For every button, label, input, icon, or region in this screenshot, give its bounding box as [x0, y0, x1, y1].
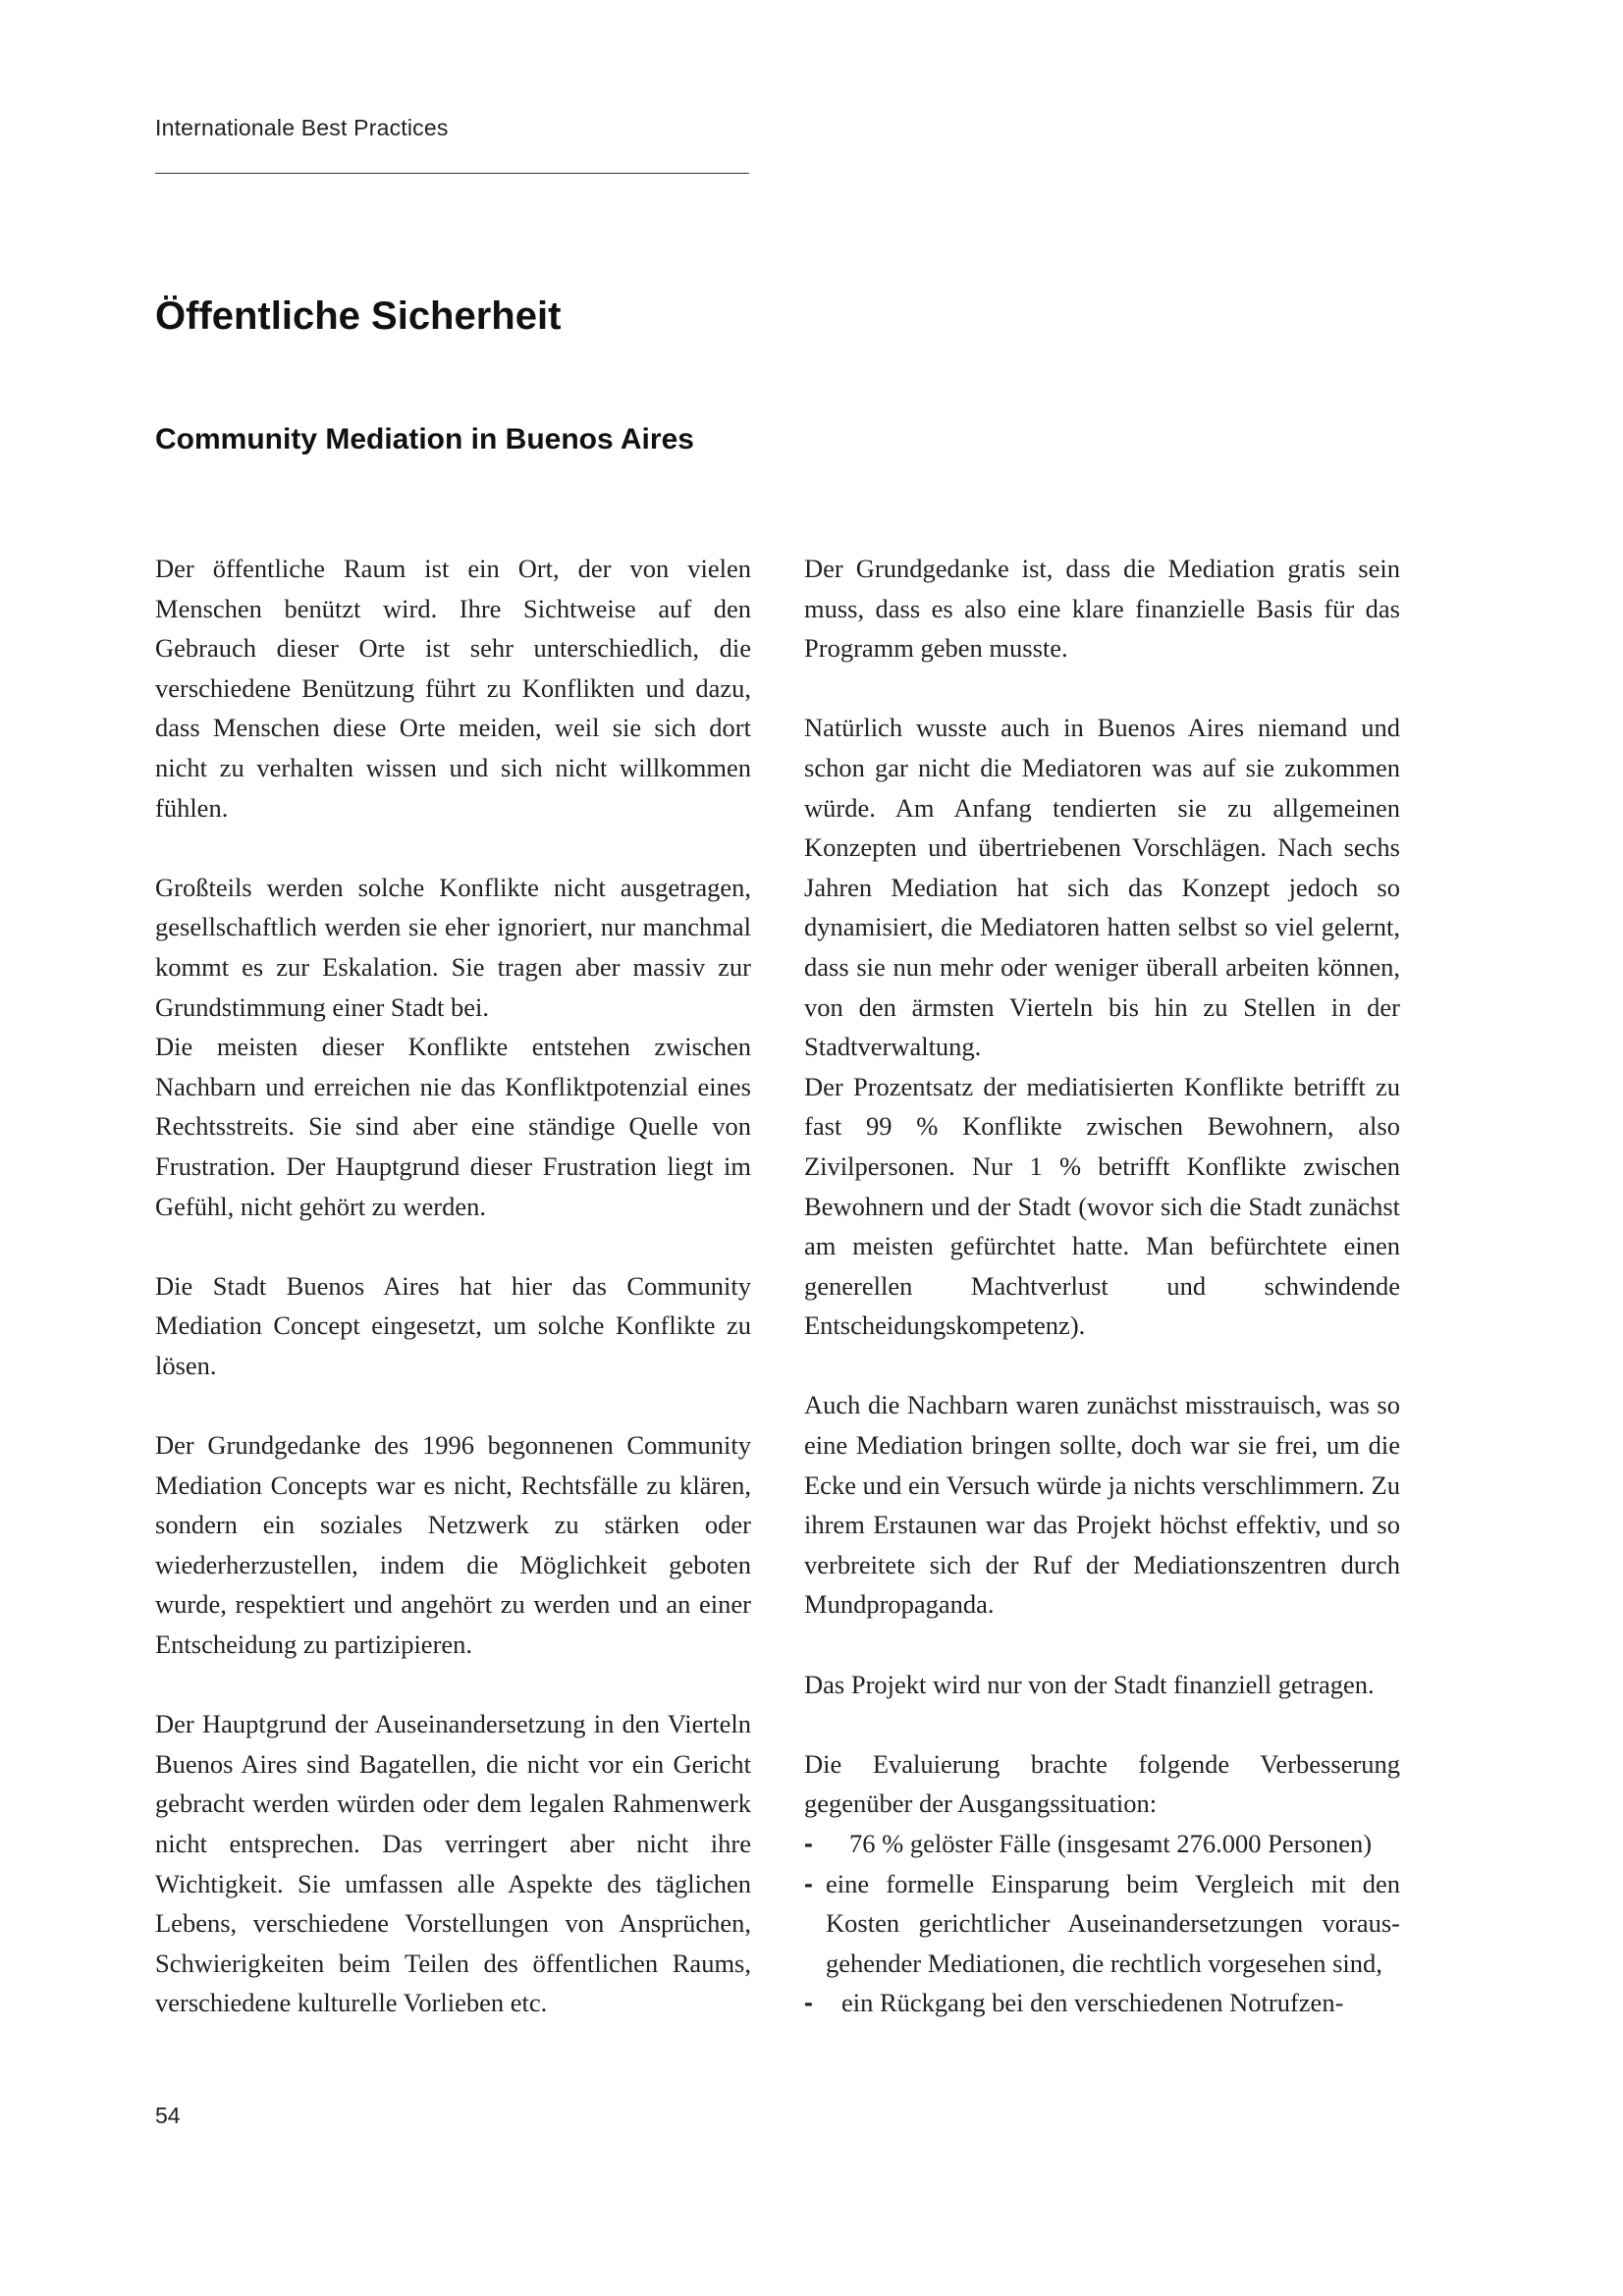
paragraph: Der Hauptgrund der Auseinandersetzung in den Vierteln Buenos Aires sind Bagatellen, die nicht vor ein Gericht gebracht werden würden oder dem legalen Rahmenwerk nicht entsprechen. Das verringert aber nicht ihre Wichtigkeit. Sie umfassen alle Aspekte des täglichen Lebens, verschiedene Vorstellungen von Ansprüchen, Schwierigkeiten beim Teilen des öffentlichen Raums, verschiedene kulturelle Vorlieben etc.: [155, 1709, 751, 2018]
paragraph: Der öffentliche Raum ist ein Ort, der von vielen Menschen benützt wird. Ihre Sichtweise auf den Gebrauch dieser Orte ist sehr unterschiedlich, die verschiedene Benützung führt zu Konflikten und dazu, dass Menschen diese Orte meiden, weil sie sich dort nicht zu verhalten wissen und sich nicht willkommen fühlen.: [155, 554, 751, 823]
paragraph: Natürlich wusste auch in Buenos Aires niemand und schon gar nicht die Mediatoren was auf sie zukommen würde. Am Anfang tendierten sie zu allgemeinen Konzepten und übertriebenen Vorschlägen. Nach sechs Jahren Mediation hat sich das Konzept jedoch so dynamisiert, die Mediatoren hatten selbst so viel gelernt, dass sie nun mehr oder weniger überall arbeiten können, von den ärmsten Vierteln bis hin zu Stellen in der Stadtverwaltung.: [804, 713, 1400, 1062]
paragraph: Die meisten dieser Konflikte entstehen zwischen Nachbarn und erreichen nie das Konfliktpotenzial eines Rechtsstreits. Sie sind aber eine ständige Quelle von Frustration. Der Hauptgrund dieser Frustration liegt im Gefühl, nicht gehört zu werden.: [155, 1032, 751, 1221]
list-item-text: 76 % gelöster Fälle (insgesamt 276.000 Personen): [849, 1829, 1373, 1858]
bullet-list: [804, 1824, 1400, 2023]
paragraph: Der Grundgedanke ist, dass die Mediation gratis sein muss, dass es also eine klare finanzielle Basis für das Programm geben musste.: [804, 554, 1400, 664]
list-item: [804, 1983, 1400, 2023]
list-item-text: eine formelle Einsparung beim Vergleich mit den Kosten gerichtlicher Auseinandersetzungen vorausgehender Mediationen, die rechtlich vorgesehen sind,: [826, 1868, 1400, 1978]
paragraph: Der Prozentsatz der mediatisierten Konflikte betrifft zu fast 99 % Konflikte zwischen Bewohnern, also Zivilpersonen. Nur 1 % betrifft Konflikte zwischen Bewohnern und der Stadt (wovor sich die Stadt zunächst am meisten gefürchtet hatte. Man befürchtete einen generellen Machtverlust und schwindende Entscheidungskompetenz).: [804, 1071, 1400, 1341]
section-title: Community Mediation in Buenos Aires: [155, 423, 694, 455]
dash-marker: -: [804, 1868, 813, 1898]
list-item: [804, 1824, 1400, 1864]
list-item-text: ein Rückgang bei den verschiedenen Notrufzen-: [841, 1988, 1344, 2018]
paragraph: Die Evaluierung brachte folgende Verbesserung gegenüber der Ausgangssituation:: [804, 1748, 1400, 1819]
paragraph: Großteils werden solche Konflikte nicht ausgetragen, gesellschaftlich werden sie eher ignoriert, nur manchmal kommt es zur Eskalation. Sie tragen aber massiv zur Grundstimmung einer Stadt bei.: [155, 872, 751, 1022]
dash-marker: -: [804, 1988, 813, 2018]
dash-marker: -: [804, 1829, 813, 1858]
header-rule: [155, 173, 749, 174]
paragraph: Der Grundgedanke des 1996 begonnenen Community Mediation Concepts war es nicht, Rechtsfälle zu klären, sondern ein soziales Netzwerk zu stärken oder wiederherzustellen, indem die Möglichkeit geboten wurde, respektiert und angehört zu werden und an einer Entscheidung zu partizipieren.: [155, 1430, 751, 1660]
paragraph: Auch die Nachbarn waren zunächst misstrauisch, was so eine Mediation bringen sollte, doch war sie frei, um die Ecke und ein Versuch würde ja nichts verschlimmern. Zu ihrem Erstaunen war das Projekt höchst effektiv, und so verbreitete sich der Ruf der Mediationszentren durch Mundpropaganda.: [804, 1390, 1400, 1620]
paragraph: Die Stadt Buenos Aires hat hier das Community Mediation Concept eingesetzt, um solche Konflikte zu lösen.: [155, 1270, 751, 1380]
page-title: Öffentliche Sicherheit: [155, 294, 562, 338]
running-header: Internationale Best Practices: [155, 115, 449, 140]
page-number: 54: [155, 2103, 181, 2128]
list-item: [804, 1864, 1400, 1984]
left-column: [155, 549, 751, 2063]
right-column: [804, 549, 1400, 2023]
paragraph: Das Projekt wird nur von der Stadt finanziell getragen.: [804, 1669, 1375, 1699]
